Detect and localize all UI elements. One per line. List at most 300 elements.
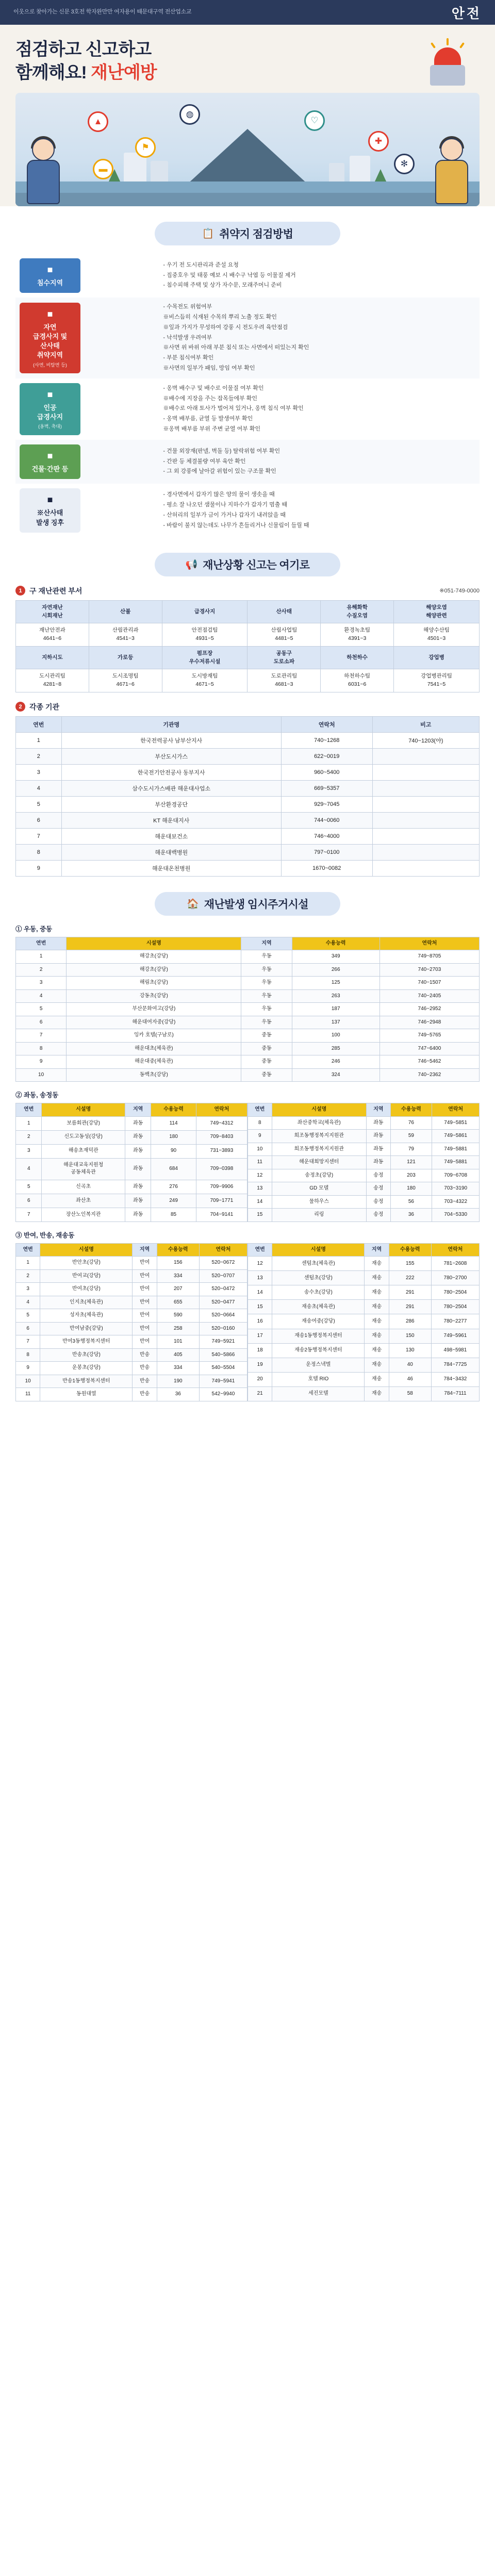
table-cell: 보름회관(강당): [42, 1116, 125, 1130]
table-cell: 5: [16, 1309, 40, 1323]
megaphone-icon: 📢: [185, 559, 198, 570]
table-cell: 40: [389, 1358, 431, 1372]
table-cell: 12: [248, 1169, 272, 1182]
check-item: - 낙석발생 우려여부: [163, 334, 212, 341]
table-cell: 90: [151, 1144, 196, 1158]
table-cell: 좌동: [125, 1180, 151, 1194]
table-cell: 송수초(강당): [272, 1285, 365, 1300]
table-cell: 삼수도시가스배관 해운대사업소: [61, 780, 281, 796]
report-item2-label: 각종 기관: [29, 702, 59, 711]
check-item: - 옹벽 배수구 및 배수로 이물질 여부 확인: [163, 385, 264, 391]
table-cell: 85: [151, 1208, 196, 1221]
column-header: 연번: [248, 1243, 272, 1257]
table-cell: 749~5851: [432, 1116, 480, 1130]
table-cell: 동백초(강당): [67, 1068, 241, 1082]
table-cell: 13: [248, 1182, 272, 1196]
table-cell: 희조동행정복지지원관: [272, 1130, 366, 1143]
table-cell: 반여교(강당): [40, 1269, 133, 1283]
table-cell: 9: [248, 1130, 272, 1143]
check-item: - 옹벽 배부름, 균열 등 발생여부 확인: [163, 416, 253, 422]
fire-icon: ▲: [88, 111, 108, 132]
section-heading-check: [155, 222, 340, 245]
table-cell: 산림관리과 4541~3: [89, 623, 162, 647]
flag-icon: ⚑: [135, 137, 156, 158]
table-row: [16, 669, 480, 692]
table-row: [248, 1116, 480, 1130]
table-row: [16, 748, 480, 764]
table-cell: 해양수산팀 4501~3: [394, 623, 480, 647]
table-cell: 신도고동성(강당): [42, 1130, 125, 1144]
table-cell: 1: [16, 1257, 40, 1270]
top-bar-safety-title: 안전: [451, 5, 482, 21]
table-cell: 180: [151, 1130, 196, 1144]
column-header: 지역: [366, 1103, 390, 1117]
table-cell: 1: [16, 732, 62, 748]
road-shape: [15, 193, 480, 206]
table-cell: 190: [157, 1375, 199, 1388]
table-cell: 498~5981: [431, 1343, 479, 1358]
check-row-items: [159, 484, 480, 537]
table-cell: 강업병관리팀 7541~5: [394, 669, 480, 692]
table-cell: 684: [151, 1158, 196, 1180]
table-cell: 재송: [365, 1329, 389, 1343]
table-cell: 2: [16, 963, 67, 977]
table-row: [16, 1003, 480, 1016]
check-row-label: ■ 건물·간판 등: [20, 444, 80, 479]
table-cell: 14: [248, 1285, 272, 1300]
table-row: [248, 1358, 480, 1372]
table-cell: 강동초(강당): [67, 989, 241, 1003]
table-cell: 56: [390, 1195, 432, 1209]
table-cell: 286: [389, 1314, 431, 1329]
table-cell: 재송: [365, 1358, 389, 1372]
table-cell: 740~1268: [281, 732, 372, 748]
shelter-group3-label: ③ 반여, 반송, 재송동: [15, 1231, 75, 1239]
table-cell: 우동: [241, 950, 292, 964]
table-cell: 좌산초: [42, 1194, 125, 1208]
table-row: [16, 1269, 248, 1283]
column-header: 지역: [133, 1243, 157, 1257]
table-cell: 3: [16, 977, 67, 990]
check-row: [15, 440, 480, 484]
table-cell: 16: [248, 1314, 272, 1329]
table-cell: 물하우스: [272, 1195, 366, 1209]
column-header: 시설명: [272, 1103, 366, 1117]
table-cell: 도시관리팀 4281~8: [16, 669, 89, 692]
bus-icon: ▬: [93, 159, 113, 179]
table-row: [16, 1283, 248, 1296]
table-cell: 704~5330: [432, 1209, 480, 1222]
top-bar-kicker: 이웃으로 찾아가는 신문 3호전 학자완만만 여자용이 때문대구역 전산업소교: [13, 9, 192, 15]
table-cell: 540~5504: [199, 1362, 247, 1375]
table-cell: 709~8403: [196, 1130, 247, 1144]
table-cell: 36: [157, 1388, 199, 1401]
table-cell: 재송: [365, 1300, 389, 1314]
table-cell: 10: [248, 1143, 272, 1156]
table-cell: 5: [16, 1180, 42, 1194]
table-row: [248, 1182, 480, 1196]
table-cell: 709~6708: [432, 1169, 480, 1182]
table-cell: 부산도시가스: [61, 748, 281, 764]
table-row: [16, 950, 480, 964]
table-cell: 520~0477: [199, 1296, 247, 1309]
table-cell: 7: [16, 1335, 40, 1349]
table-cell: 749~8705: [380, 950, 479, 964]
check-row-label: ■ ※산사태 발생 징후: [20, 488, 80, 533]
column-header: 유해화학 수질오염: [321, 600, 394, 623]
table-cell: 101: [157, 1335, 199, 1349]
table-cell: 좌동: [366, 1130, 390, 1143]
table-cell: 6: [16, 1322, 40, 1335]
table-row: [16, 1348, 248, 1362]
check-row-items: [159, 440, 480, 484]
table-cell: 해운대백병원: [61, 844, 281, 860]
report-item2-head: [15, 702, 480, 712]
table-cell: 655: [157, 1296, 199, 1309]
table-cell: 740~2362: [380, 1068, 479, 1082]
table-row: [248, 1372, 480, 1386]
table-cell: 749~5921: [199, 1335, 247, 1349]
check-row-items: [159, 378, 480, 440]
table-row: [16, 963, 480, 977]
table-cell: 인지초(체육관): [40, 1296, 133, 1309]
table-cell: 749~5861: [432, 1130, 480, 1143]
table-cell: 한국전력공사 남부산지사: [61, 732, 281, 748]
table-cell: 12: [248, 1257, 272, 1271]
table-cell: 276: [151, 1180, 196, 1194]
table-cell: 334: [157, 1269, 199, 1283]
check-row: [15, 378, 480, 440]
table-cell: 266: [292, 963, 380, 977]
mountain-shape: [186, 129, 309, 186]
table-cell: 520~0160: [199, 1322, 247, 1335]
table-cell: 4: [16, 989, 67, 1003]
table-cell: 334: [157, 1362, 199, 1375]
table-cell: 우동: [241, 1016, 292, 1029]
table-cell: 405: [157, 1348, 199, 1362]
table-cell: 291: [389, 1300, 431, 1314]
table-cell: 좌동: [366, 1156, 390, 1169]
table-cell: 7: [16, 1208, 42, 1221]
table-cell: 반송: [133, 1348, 157, 1362]
table-cell: 희조동행정복지지원관: [272, 1143, 366, 1156]
table-cell: 36: [390, 1209, 432, 1222]
table-cell: 709~1771: [196, 1194, 247, 1208]
table-cell: 18: [248, 1343, 272, 1358]
table-row: [16, 1068, 480, 1082]
table-cell: 동원대열: [40, 1388, 133, 1401]
table-cell: 3: [16, 764, 62, 780]
table-cell: 반여3동행정복지센터: [40, 1335, 133, 1349]
table-cell: 해운대희망지센터: [272, 1156, 366, 1169]
snowflake-icon: ✻: [394, 154, 415, 174]
table-cell: 재송: [365, 1343, 389, 1358]
table-header-row: [16, 600, 480, 623]
table-cell: 21: [248, 1386, 272, 1401]
hero-banner: [0, 25, 495, 206]
section-heading-shelter: [155, 892, 340, 916]
table-cell: 703~4322: [432, 1195, 480, 1209]
table-cell: 우동: [241, 963, 292, 977]
table-cell: 285: [292, 1042, 380, 1055]
table-cell: 재송: [365, 1271, 389, 1285]
table-cell: 재송: [365, 1257, 389, 1271]
table-row: [248, 1386, 480, 1401]
column-header: 수용능력: [151, 1103, 196, 1117]
table-cell: 203: [390, 1169, 432, 1182]
column-header: 시설명: [40, 1243, 133, 1257]
shelter-group3-head: [15, 1230, 480, 1240]
table-cell: 9: [16, 860, 62, 876]
shelter-table-group1: [15, 937, 480, 1082]
table-cell: 929~7045: [281, 796, 372, 812]
warning-icon: ■: [47, 494, 53, 505]
table-cell: [372, 748, 479, 764]
table-cell: 4: [16, 1158, 42, 1180]
siren-icon: [424, 38, 471, 86]
check-item: - 부분 침식여부 확인: [163, 355, 214, 361]
check-item: - 바람이 불지 않는데도 나무가 흔들리거나 신물림이 들릴 때: [163, 522, 309, 529]
table-cell: [372, 860, 479, 876]
check-item: ※배수에 지장을 주는 잡목들에부 확인: [163, 395, 258, 402]
check-row: [15, 484, 480, 537]
table-cell: 731~3893: [196, 1144, 247, 1158]
table-cell: 669~5357: [281, 780, 372, 796]
table-cell: 세진모텔: [272, 1386, 365, 1401]
table-header-row: [16, 646, 480, 669]
building-icon: ■: [47, 450, 53, 461]
table-row: [248, 1195, 480, 1209]
table-cell: 125: [292, 977, 380, 990]
table-cell: 반여: [133, 1335, 157, 1349]
column-header: 지역: [241, 937, 292, 950]
table-cell: 송정: [366, 1169, 390, 1182]
check-item: - 그 외 강풍에 날아갈 위험이 있는 구조물 확인: [163, 468, 276, 475]
table-cell: 안전점검팀 4931~5: [162, 623, 248, 647]
table-cell: 센텀초(강당): [272, 1271, 365, 1285]
table-cell: 249: [151, 1194, 196, 1208]
table-cell: 180: [390, 1182, 432, 1196]
table-cell: 749~5881: [432, 1143, 480, 1156]
column-header: 연번: [16, 1103, 42, 1117]
shelter-section: [0, 892, 495, 1401]
table-cell: 10: [16, 1068, 67, 1082]
table-row: [16, 1296, 248, 1309]
table-row: [248, 1329, 480, 1343]
table-cell: 송정: [366, 1195, 390, 1209]
shelter-group3-split: [15, 1243, 480, 1401]
table-cell: 해운대초(체육관): [67, 1042, 241, 1055]
table-cell: 환경녹초팀 4391~3: [321, 623, 394, 647]
table-cell: 1670~0082: [281, 860, 372, 876]
table-cell: 749~5881: [432, 1156, 480, 1169]
table-cell: GD 모델: [272, 1182, 366, 1196]
table-cell: 590: [157, 1309, 199, 1323]
column-header: 수용능력: [390, 1103, 432, 1117]
table-cell: 중동: [241, 1042, 292, 1055]
table-cell: 해강초(강당): [67, 963, 241, 977]
table-cell: 291: [389, 1285, 431, 1300]
check-row: [15, 298, 480, 378]
table-cell: 15: [248, 1209, 272, 1222]
table-row: [248, 1209, 480, 1222]
column-header: 공동구 도로소파: [248, 646, 321, 669]
shelter-group2-split: [15, 1103, 480, 1222]
mountain-icon: ■: [47, 308, 53, 319]
table-cell: 반송: [133, 1375, 157, 1388]
check-item: - 평소 잘 나오던 샘물이나 지하수가 갑자기 멈출 때: [163, 502, 288, 508]
house-icon: 🏠: [187, 898, 199, 910]
table-cell: 좌동: [366, 1143, 390, 1156]
table-cell: 해송초재덕관: [42, 1144, 125, 1158]
column-header: 시설명: [272, 1243, 365, 1257]
check-row-label: ■ 침수지역: [20, 258, 80, 293]
table-cell: 호텔 RIO: [272, 1372, 365, 1386]
table-cell: 잉카 호텔(구남로): [67, 1029, 241, 1043]
table-row: [16, 1335, 248, 1349]
table-cell: 780~2700: [431, 1271, 479, 1285]
table-row: [16, 1016, 480, 1029]
table-cell: 산림사업팀 4481~5: [248, 623, 321, 647]
check-row-items: [159, 254, 480, 298]
table-cell: 부산환경공단: [61, 796, 281, 812]
column-header: 하천하수: [321, 646, 394, 669]
table-cell: 반송1동행정복지센터: [40, 1375, 133, 1388]
tree-shape: [374, 169, 387, 183]
table-cell: 반여: [133, 1296, 157, 1309]
check-item: ※잎과 가지가 무성하여 강풍 시 전도우려 육안점검: [163, 324, 288, 331]
table-cell: 리링: [272, 1209, 366, 1222]
table-cell: 해운대보건소: [61, 828, 281, 844]
table-cell: 반여: [133, 1269, 157, 1283]
table-row: [248, 1257, 480, 1271]
table-row: [16, 1309, 248, 1323]
table-row: [248, 1156, 480, 1169]
column-header: 기관명: [61, 716, 281, 732]
column-header: 급경사지: [162, 600, 248, 623]
table-cell: 도시조명팀 4671~6: [89, 669, 162, 692]
table-cell: 58: [389, 1386, 431, 1401]
table-cell: 784~3432: [431, 1372, 479, 1386]
table-cell: 재송여중(강당): [272, 1314, 365, 1329]
table-cell: 207: [157, 1283, 199, 1296]
list-number: 2: [15, 702, 25, 712]
table-cell: 반송초(강당): [40, 1348, 133, 1362]
table-cell: 1: [16, 950, 67, 964]
check-item: - 건물 외장재(판넬, 벽돌 등) 탈락위험 여부 확인: [163, 448, 280, 454]
table-cell: 반안초(강당): [40, 1257, 133, 1270]
table-cell: 신곡초: [42, 1180, 125, 1194]
check-item: - 침수피해 주택 및 상가 자수문, 모래주머니 준비: [163, 282, 282, 289]
illustration-scene: [15, 93, 480, 206]
section-heading-report: [155, 553, 340, 576]
table-row: [248, 1271, 480, 1285]
column-header: 연번: [248, 1103, 272, 1117]
table-cell: 3: [16, 1283, 40, 1296]
table-cell: KT 해운대지사: [61, 812, 281, 828]
report-section: [0, 553, 495, 877]
table-cell: 15: [248, 1300, 272, 1314]
dept-contact-table: [15, 600, 480, 692]
column-header: 해양오염 해양관련: [394, 600, 480, 623]
table-cell: 520~0664: [199, 1309, 247, 1323]
table-row: [16, 1130, 248, 1144]
column-header: 지하시도: [16, 646, 89, 669]
table-cell: [372, 828, 479, 844]
table-cell: 746~5462: [380, 1055, 479, 1069]
column-header: 연락처: [196, 1103, 247, 1117]
table-cell: 9: [16, 1055, 67, 1069]
table-cell: 187: [292, 1003, 380, 1016]
table-cell: 한국전기안전공사 동부지사: [61, 764, 281, 780]
table-row: [16, 1116, 248, 1130]
table-cell: 8: [16, 1042, 67, 1055]
table-row: [248, 1143, 480, 1156]
table-cell: 좌동: [366, 1116, 390, 1130]
table-cell: 740~2405: [380, 989, 479, 1003]
camera-icon: ■: [47, 264, 53, 275]
table-cell: [372, 796, 479, 812]
table-cell: 송정: [366, 1182, 390, 1196]
table-row: [248, 1130, 480, 1143]
table-cell: 좌산중학교(체육관): [272, 1116, 366, 1130]
org-contact-table: [15, 716, 480, 877]
table-cell: 749~5941: [199, 1375, 247, 1388]
table-row: [16, 1388, 248, 1401]
table-cell: 784~7725: [431, 1358, 479, 1372]
wall-icon: ■: [47, 389, 53, 400]
report-item1-phone: ※051-749-0000: [439, 588, 480, 595]
table-cell: [372, 780, 479, 796]
table-cell: 1: [16, 1116, 42, 1130]
table-cell: 8: [248, 1116, 272, 1130]
table-cell: 재송1동행정복지센터: [272, 1329, 365, 1343]
column-header: 연락처: [199, 1243, 247, 1257]
table-cell: 46: [389, 1372, 431, 1386]
table-cell: 960~5400: [281, 764, 372, 780]
check-section: [0, 222, 495, 537]
table-row: [248, 1314, 480, 1329]
table-cell: 79: [390, 1143, 432, 1156]
table-cell: 2: [16, 748, 62, 764]
table-cell: 246: [292, 1055, 380, 1069]
table-cell: 해강초(강당): [67, 950, 241, 964]
table-cell: 13: [248, 1271, 272, 1285]
table-row: [248, 1343, 480, 1358]
table-cell: 784~7111: [431, 1386, 479, 1401]
table-cell: 반여: [133, 1283, 157, 1296]
table-cell: 송정: [366, 1209, 390, 1222]
column-header: 수용능력: [157, 1243, 199, 1257]
check-item: - 산허리의 일부가 금이 가거나 갑자기 내려앉을 때: [163, 512, 286, 519]
column-header: 자연재난 시회재난: [16, 600, 89, 623]
hero-title-line1: 점검하고 신고하고: [15, 40, 152, 59]
check-item: - 우기 전 도시관리과 준설 요청: [163, 261, 239, 268]
table-row: [16, 977, 480, 990]
table-row: [16, 732, 480, 748]
table-cell: 4: [16, 1296, 40, 1309]
table-row: [16, 844, 480, 860]
table-cell: [372, 812, 479, 828]
table-cell: 749~5961: [431, 1329, 479, 1343]
table-cell: 150: [389, 1329, 431, 1343]
table-cell: 재송: [365, 1386, 389, 1401]
table-cell: 155: [389, 1257, 431, 1271]
table-row: [16, 1180, 248, 1194]
table-cell: 송정초(강당): [272, 1169, 366, 1182]
shelter-table-group3-right: [248, 1243, 480, 1401]
check-item: - 경사면에서 갑자기 많은 양의 물이 생솟을 때: [163, 491, 275, 498]
